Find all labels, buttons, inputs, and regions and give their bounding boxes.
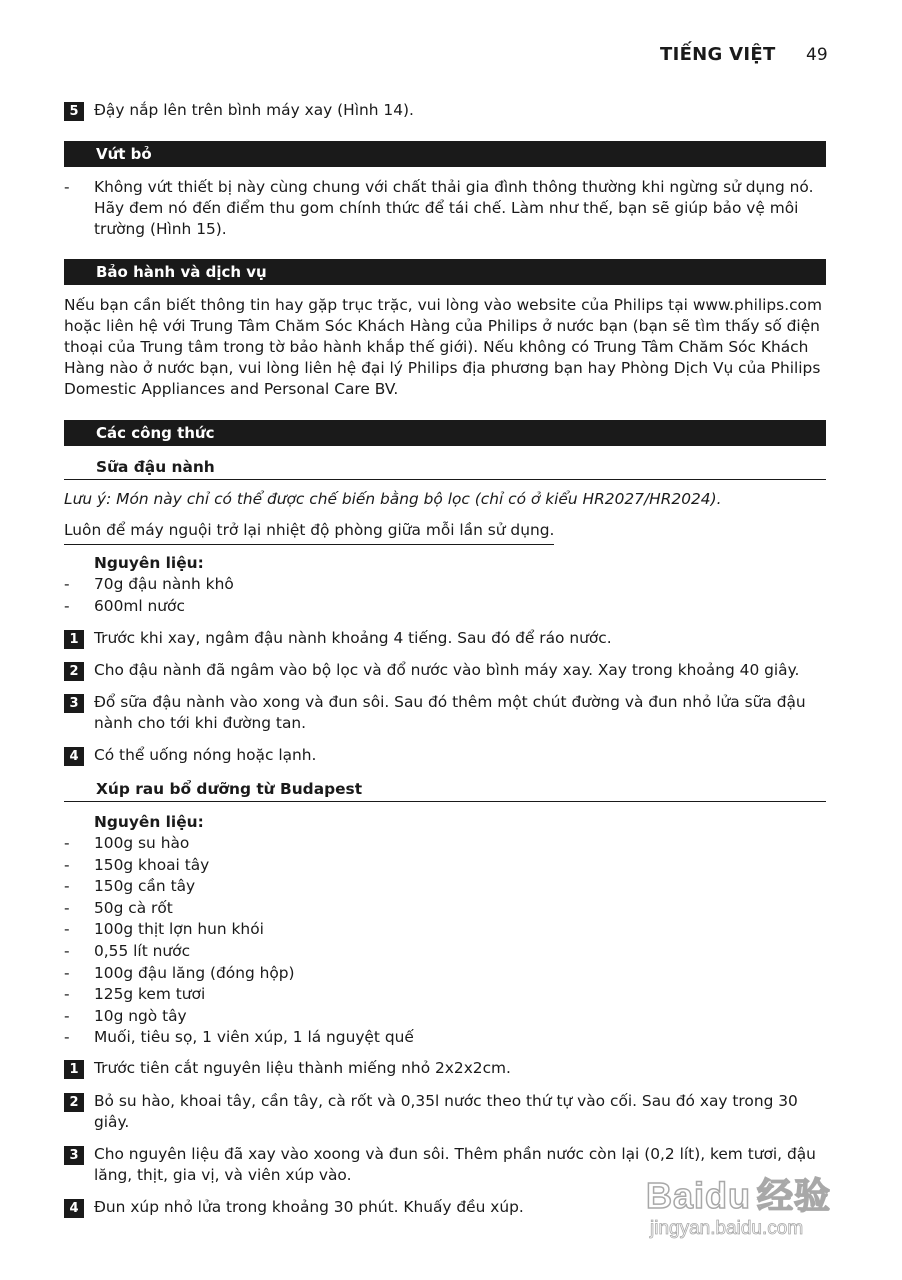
disposal-item xyxy=(64,177,826,240)
step-number: 3 xyxy=(64,1146,84,1165)
step-text: Bỏ su hào, khoai tây, cần tây, cà rốt và 0,35l nước theo thứ tự vào cối. Sau đó xay trong 30 giây. xyxy=(94,1092,798,1131)
step-number: 4 xyxy=(64,747,84,766)
step-text: Trước tiên cắt nguyên liệu thành miếng nhỏ 2x2x2cm. xyxy=(94,1059,511,1077)
ingredient-item: - 0,55 lít nước xyxy=(64,941,191,960)
step-item xyxy=(64,660,826,681)
ingredients-list xyxy=(64,833,464,1049)
step-number: 2 xyxy=(64,662,84,681)
step-text: Đun xúp nhỏ lửa trong khoảng 30 phút. Khuấy đều xúp. xyxy=(94,1198,524,1216)
section-title-recipes: Các công thức xyxy=(64,420,826,446)
page-language-header: TIẾNG VIỆT xyxy=(660,44,776,65)
step-text: Cho đậu nành đã ngâm vào bộ lọc và đổ nước vào bình máy xay. Xay trong khoảng 40 giây. xyxy=(94,661,800,679)
step-number: 1 xyxy=(64,1060,84,1079)
ingredient-item: - 150g khoai tây xyxy=(64,855,210,874)
section-title-warranty: Bảo hành và dịch vụ xyxy=(64,259,826,285)
step-item xyxy=(64,1058,826,1079)
caution-text: Luôn để máy nguội trở lại nhiệt độ phòng giữa mỗi lần sử dụng. xyxy=(64,520,554,545)
ingredient-item: - 125g kem tươi xyxy=(64,985,206,1004)
dash-bullet: - xyxy=(64,178,70,196)
recipe-title-soy-milk: Sữa đậu nành xyxy=(64,456,826,480)
step-item xyxy=(64,628,826,649)
step-number: 5 xyxy=(64,102,84,121)
page-number: 49 xyxy=(806,45,828,65)
ingredients-title: Nguyên liệu: xyxy=(94,813,204,831)
ingredient-item: - 100g su hào xyxy=(64,834,190,852)
ingredient-item: - 50g cà rốt xyxy=(64,898,173,917)
step-number: 1 xyxy=(64,630,84,649)
step-text: Cho nguyên liệu đã xay vào xoong và đun sôi. Thêm phần nước còn lại (0,2 lít), kem tươi, đậu lăng, thịt, gia vị, và viên xúp vào. xyxy=(94,1145,816,1184)
step-text: Đậy nắp lên trên bình máy xay (Hình 14). xyxy=(94,101,414,119)
ingredient-item: - 100g đậu lăng (đóng hộp) xyxy=(64,963,295,982)
step-item xyxy=(64,745,826,766)
step-number: 2 xyxy=(64,1093,84,1112)
section-title-disposal: Vứt bỏ xyxy=(64,141,826,167)
watermark-brand: Baidu xyxy=(646,1175,752,1216)
ingredient-item: - 100g thịt lợn hun khói xyxy=(64,920,264,939)
step-number: 4 xyxy=(64,1199,84,1218)
step-text: Có thể uống nóng hoặc lạnh. xyxy=(94,746,317,764)
ingredient-item: - 600ml nước xyxy=(64,596,185,615)
step-item xyxy=(64,692,826,734)
ingredient-item: - 70g đậu nành khô xyxy=(64,575,234,593)
ingredient-item: - Muối, tiêu sọ, 1 viên xúp, 1 lá nguyệt quế xyxy=(64,1028,414,1047)
step-text: Trước khi xay, ngâm đậu nành khoảng 4 tiếng. Sau đó để ráo nước. xyxy=(94,629,612,647)
step-number: 3 xyxy=(64,694,84,713)
warranty-text: Nếu bạn cần biết thông tin hay gặp trục trặc, vui lòng vào website của Philips tại www.philips.com hoặc liên hệ với Trung Tâm Chăm Sóc Khách Hàng của Philips ở nước bạn (bạn sẽ tìm thấy số điện thoại của Trung tâm trong tờ bảo hành khắp thế giới). Nếu không có Trung Tâm Chăm Sóc Khách Hàng nào ở nước bạn, vui lòng liên hệ đại lý Philips địa phương bạn hay Phòng Dịch Vụ của Philips Domestic Appliances and Personal Care BV. xyxy=(64,296,822,398)
watermark-cn: 经验 xyxy=(757,1175,832,1216)
recipe-title-budapest-soup: Xúp rau bổ dưỡng từ Budapest xyxy=(64,778,826,802)
ingredients-title: Nguyên liệu: xyxy=(94,554,204,572)
baidu-watermark xyxy=(646,1168,876,1258)
step-item xyxy=(64,1091,826,1133)
ingredient-item: - 150g cần tây xyxy=(64,877,196,896)
step-item xyxy=(64,100,826,121)
ingredients-list xyxy=(64,574,464,617)
disposal-text: Không vứt thiết bị này cùng chung với chất thải gia đình thông thường khi ngừng sử dụng nó. Hãy đem nó đến điểm thu gom chính thức để tái chế. Làm như thế, bạn sẽ giúp bảo vệ môi trường (Hình 15). xyxy=(94,178,814,238)
watermark-url: jingyan.baidu.com xyxy=(650,1218,804,1239)
ingredient-item: - 10g ngò tây xyxy=(64,1006,187,1025)
step-text: Đổ sữa đậu nành vào xong và đun sôi. Sau đó thêm một chút đường và đun nhỏ lửa sữa đậu nành cho tới khi đường tan. xyxy=(94,693,806,732)
recipe-note: Lưu ý: Món này chỉ có thể được chế biến bằng bộ lọc (chỉ có ở kiểu HR2027/HR2024). xyxy=(64,490,722,508)
